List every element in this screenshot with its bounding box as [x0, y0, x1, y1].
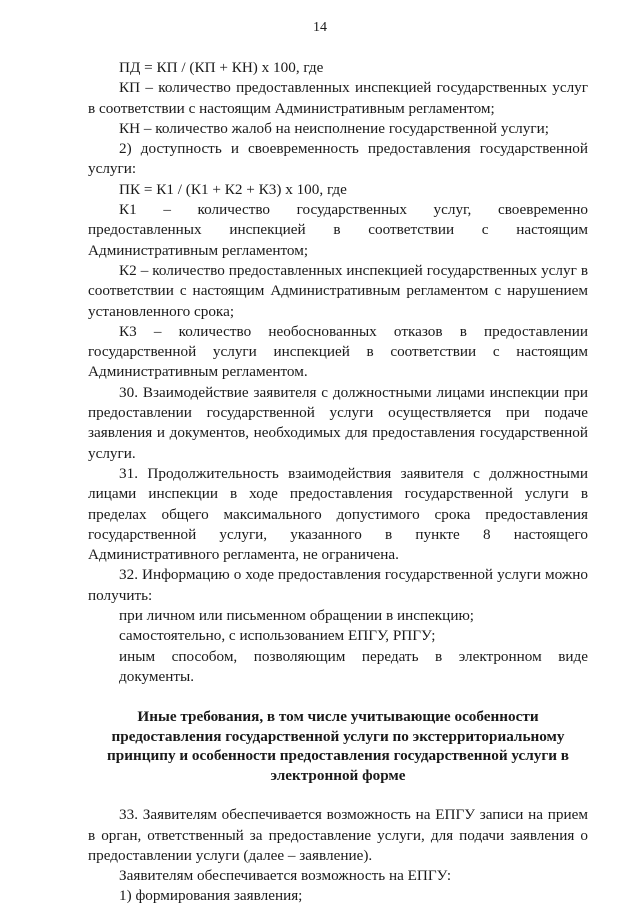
formula-pk: ПК = К1 / (К1 + К2 + К3) х 100, где — [119, 180, 347, 198]
clause-32-item-2: самостоятельно, с использованием ЕПГУ, РПГУ; — [119, 627, 436, 645]
document-body — [88, 58, 588, 907]
definition-k1: К1 – количество государственных услуг, своевременно предоставленных инспекцией в соответствии с настоящим Административным регламентом; — [88, 201, 588, 259]
clause-32-item-3: иным способом, позволяющим передать в электронном виде документы. — [119, 647, 588, 685]
definition-k3: К3 – количество необоснованных отказов в предоставлении государственной услуги инспекцией в соответствии с настоящим Административным регламентом. — [88, 322, 588, 381]
criterion-availability: 2) доступность и своевременность предоставления государственной услуги: — [88, 140, 588, 178]
definition-k2: К2 – количество предоставленных инспекцией государственных услуг в соответствии с настоящим Административным регламентом с нарушением установленного срока; — [88, 261, 588, 320]
clause-33: 33. Заявителям обеспечивается возможность на ЕПГУ записи на прием в орган, ответственный за предоставление услуги, для подачи заявления о предоставлении услуги (далее – заявление). — [88, 806, 588, 864]
clause-32: 32. Информацию о ходе предоставления государственной услуги можно получить: — [88, 566, 588, 604]
section-heading: Иные требования, в том числе учитывающие особенности предоставления государственной услуги по экстерриториальному принципу и особенности предоставления государственной услуги в электронной форме — [107, 708, 569, 784]
definition-kn: КН – количество жалоб на неисполнение государственной услуги; — [119, 119, 549, 137]
clause-31: 31. Продолжительность взаимодействия заявителя с должностными лицами инспекции в ходе предоставления государственной услуги в пределах общего максимального допустимого срока предоставления государственной услуги, указанного в пункте 8 настоящего Административного регламента, не ограничена. — [88, 464, 588, 564]
clause-30: 30. Взаимодействие заявителя с должностными лицами инспекции при предоставлении государственной услуги осуществляется при подаче заявления и документов, необходимых для предоставления государственной услуги. — [88, 383, 588, 462]
clause-33-intro: Заявителям обеспечивается возможность на ЕПГУ: — [119, 867, 452, 885]
clause-32-item-1: при личном или письменном обращении в инспекцию; — [119, 607, 475, 625]
page-number: 14 — [313, 20, 327, 35]
clause-33-item-1: 1) формирования заявления; — [119, 887, 303, 905]
definition-kp: КП – количество предоставленных инспекцией государственных услуг в соответствии с настоящим Административным регламентом; — [88, 79, 588, 117]
formula-pd: ПД = КП / (КП + КН) х 100, где — [119, 59, 324, 76]
